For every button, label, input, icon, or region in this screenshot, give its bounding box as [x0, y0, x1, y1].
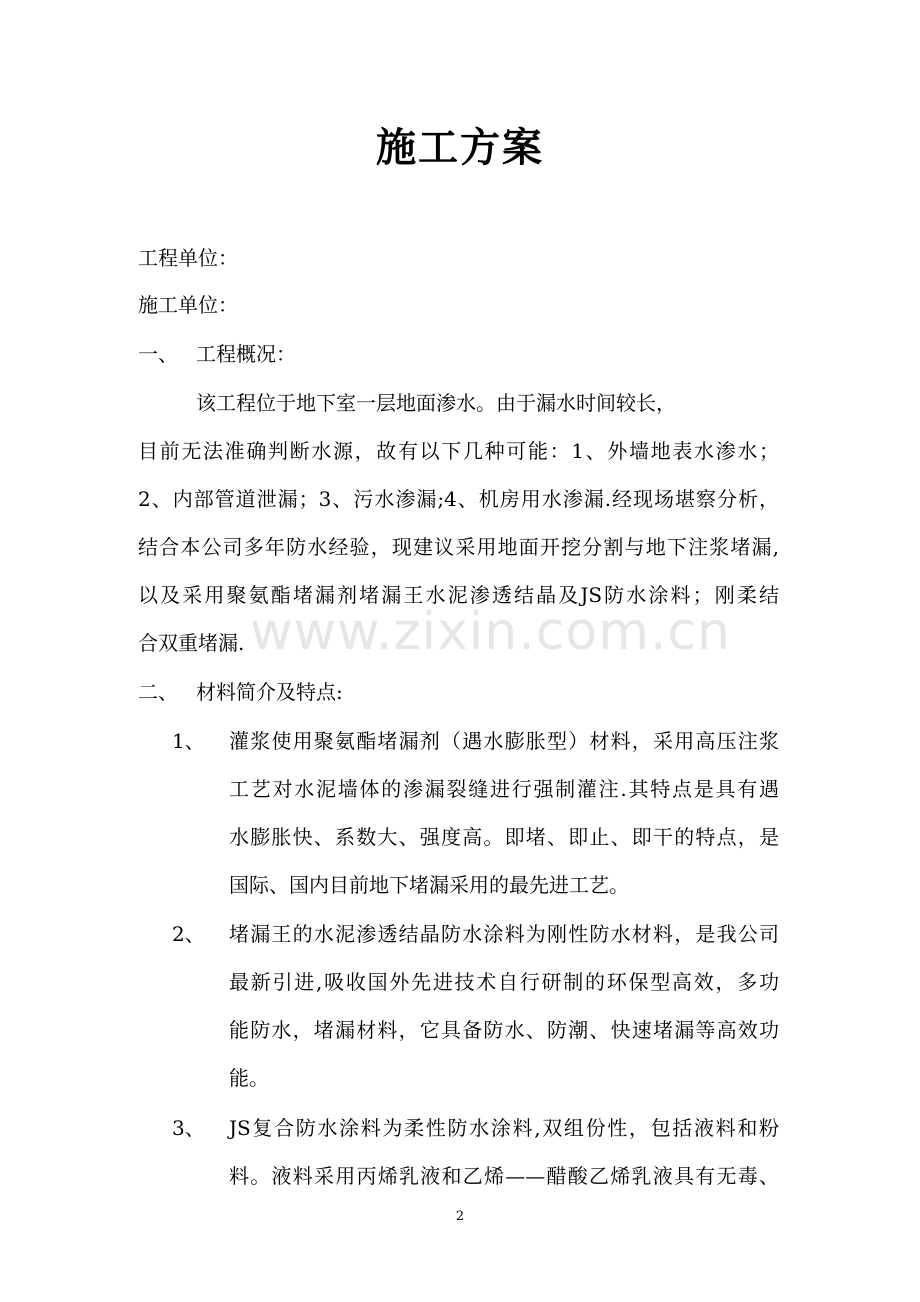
item-1-line-1: 灌浆使用聚氨酯堵漏剂（遇水膨胀型）材料，采用高压注浆: [229, 729, 779, 753]
section-1-number: 一、: [138, 342, 178, 366]
section-1-heading: 工程概况：: [196, 342, 296, 366]
item-3-number: 3、: [172, 1116, 205, 1140]
item-1-line-2: 工艺对水泥墙体的渗漏裂缝进行强制灌注.其特点是具有遇: [229, 777, 779, 801]
item-1-line-4: 国际、国内目前地下堵漏采用的最先进工艺。: [229, 873, 629, 897]
item-2-number: 2、: [172, 922, 205, 946]
item-1-number: 1、: [172, 729, 205, 753]
section-1-line-4: 结合本公司多年防水经验，现建议采用地面开挖分割与地下注浆堵漏,: [138, 535, 779, 559]
item-3-line-2: 料。液料采用丙烯乳液和乙烯——醋酸乙烯乳液具有无毒、: [229, 1164, 779, 1188]
item-2-line-2: 最新引进,吸收国外先进技术自行研制的环保型高效，多功: [229, 970, 779, 994]
construction-unit-field: 施工单位：: [138, 293, 238, 317]
document-title: 施工方案: [376, 124, 544, 171]
item-1-line-3: 水膨胀快、系数大、强度高。即堵、即止、即干的特点，是: [229, 825, 779, 849]
page-number: 2: [455, 1209, 465, 1224]
watermark: www.zixin.com.cn: [250, 602, 731, 662]
section-1-line-6: 合双重堵漏.: [138, 631, 245, 655]
section-1-line-3: 2、内部管道泄漏；3、污水渗漏;4、机房用水渗漏.经现场堪察分析，: [138, 487, 779, 511]
section-1-line-1: 该工程位于地下室一层地面渗水。由于漏水时间较长，: [196, 391, 676, 415]
section-1-line-2: 目前无法准确判断水源，故有以下几种可能：1、外墙地表水渗水；: [138, 439, 779, 463]
section-2-heading: 材料简介及特点:: [196, 680, 343, 704]
item-2-line-1: 堵漏王的水泥渗透结晶防水涂料为刚性防水材料，是我公司: [229, 922, 779, 946]
item-3-line-1: JS复合防水涂料为柔性防水涂料,双组份性，包括液料和粉: [229, 1116, 779, 1140]
section-1-line-5: 以及采用聚氨酯堵漏剂堵漏王水泥渗透结晶及JS防水涂料；刚柔结: [138, 583, 779, 607]
item-2-line-3: 能防水，堵漏材料，它具备防水、防潮、快速堵漏等高效功: [229, 1018, 779, 1042]
project-unit-field: 工程单位：: [138, 246, 238, 270]
item-2-line-4: 能。: [229, 1066, 269, 1090]
section-2-number: 二、: [138, 680, 178, 704]
